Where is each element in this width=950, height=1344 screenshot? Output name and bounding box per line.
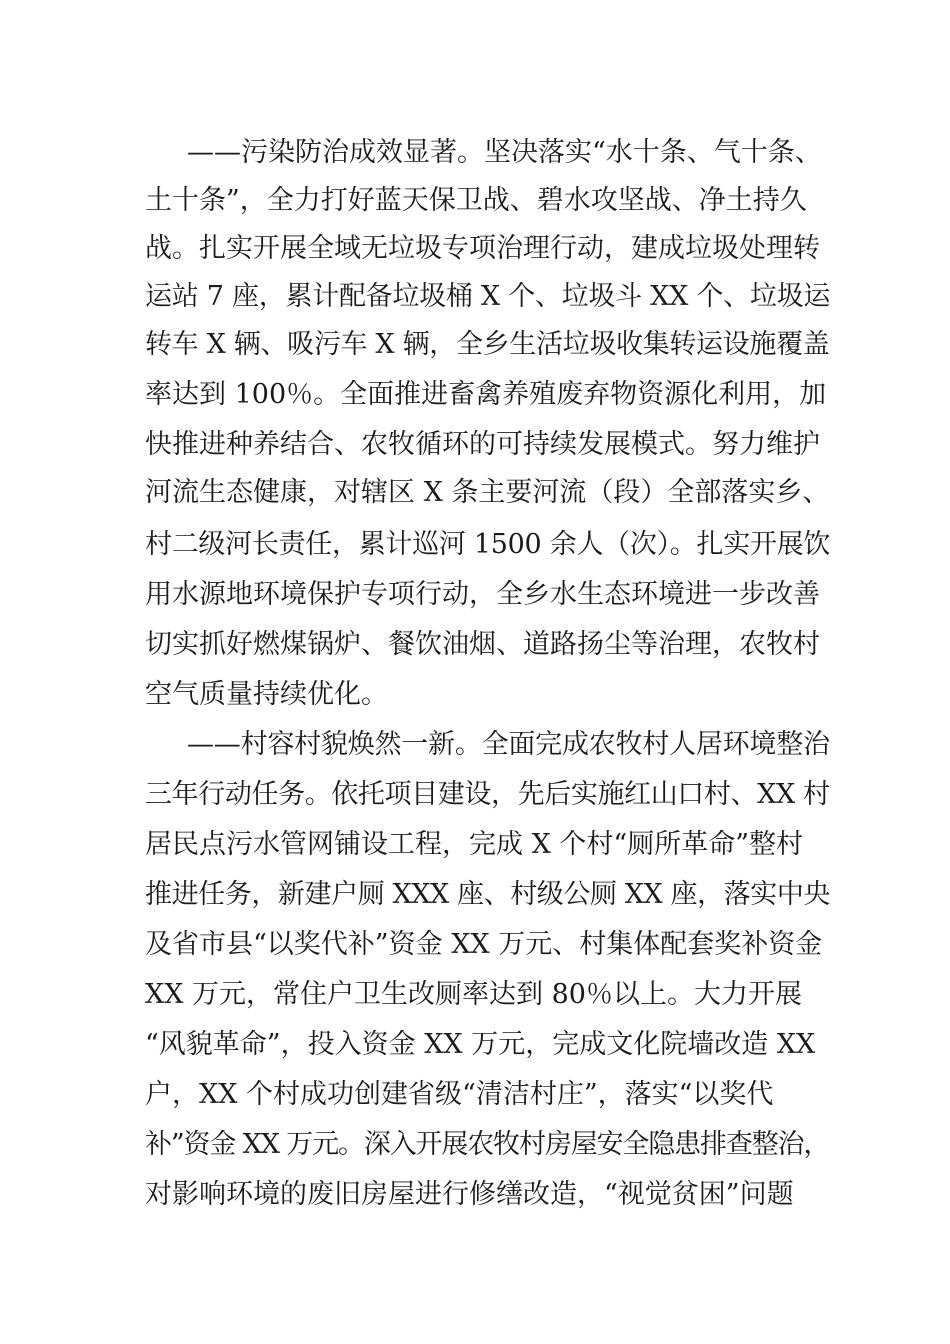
paragraph-line: 率达到 100％。全面推进畜禽养殖废弃物资源化利用，加: [145, 379, 827, 410]
paragraph-line: 切实抓好燃煤锅炉、餐饮油烟、道路扬尘等治理，农牧村: [145, 629, 820, 660]
paragraph-line: 居民点污水管网铺设工程，完成 X 个村“厕所革命”整村: [145, 829, 803, 860]
paragraph-line: 补”资金 XX 万元。深入开展农牧村房屋安全隐患排查整治，: [145, 1129, 830, 1160]
paragraph-line: 快推进种养结合、农牧循环的可持续发展模式。努力维护: [145, 429, 820, 460]
paragraph-line: 战。扎实开展全域无垃圾专项治理行动，建成垃圾处理转: [145, 233, 820, 264]
paragraph-line: XX 万元，常住户卫生改厕率达到 80％以上。大力开展: [145, 979, 802, 1010]
paragraph-line: 户，XX 个村成功创建省级“清洁村庄”，落实“以奖代: [145, 1079, 774, 1110]
paragraph-line: 运站 7 座，累计配备垃圾桶 X 个、垃圾斗 XX 个、垃圾运: [145, 281, 831, 312]
paragraph-line: 土十条”，全力打好蓝天保卫战、碧水攻坚战、净土持久: [145, 185, 807, 216]
paragraph-line: 用水源地环境保护专项行动，全乡水生态环境进一步改善: [145, 579, 820, 610]
paragraph-line: 转车 X 辆、吸污车 X 辆，全乡生活垃圾收集转运设施覆盖: [145, 329, 830, 360]
paragraph-line: 及省市县“以奖代补”资金 XX 万元、村集体配套奖补资金: [145, 929, 823, 960]
paragraph-line: 推进任务，新建户厕 XXX 座、村级公厕 XX 座，落实中央: [145, 879, 831, 910]
paragraph-line: 三年行动任务。依托项目建设，先后实施红山口村、XX 村: [145, 779, 830, 810]
paragraph-line: 河流生态健康，对辖区 X 条主要河流（段）全部落实乡、: [145, 477, 830, 508]
paragraph-line: 对影响环境的废旧房屋进行修缮改造，“视觉贫困”问题: [145, 1179, 794, 1210]
paragraph-line: ——污染防治成效显著。坚决落实“水十条、气十条、: [187, 137, 822, 168]
paragraph-line: 村二级河长责任，累计巡河 1500 余人（次）。扎实开展饮: [145, 529, 831, 560]
paragraph-line: 空气质量持续优化。: [145, 679, 388, 710]
paragraph-line: “风貌革命”，投入资金 XX 万元，完成文化院墙改造 XX: [145, 1029, 816, 1060]
paragraph-line: ——村容村貌焕然一新。全面完成农牧村人居环境整治: [187, 729, 830, 760]
